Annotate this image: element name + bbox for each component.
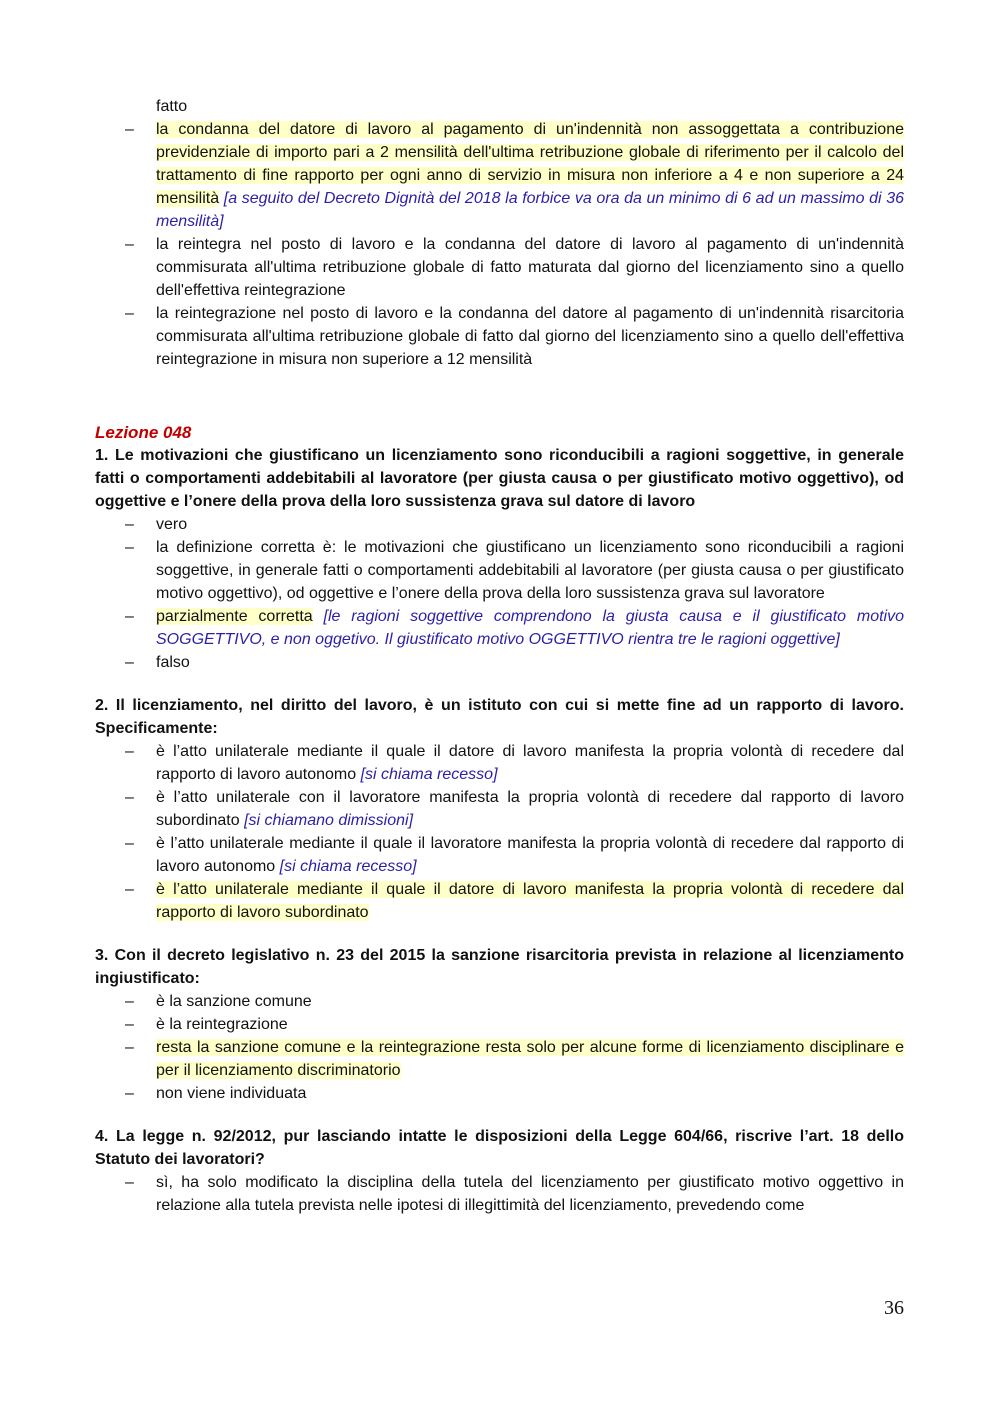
answer-option <box>95 1082 904 1105</box>
answer-option <box>95 786 904 832</box>
option-text: la definizione corretta è: le motivazioni che giustificano un licenziamento sono riconducibili a ragioni soggettive, in generale fatti o comportamenti addebitabili al lavoratore (per giusta causa o per giustificato motivo oggettivo), od oggettive e l’onere della prova della loro sussistenza grava sul lavoratore <box>156 539 904 602</box>
answer-option <box>95 1171 904 1217</box>
page-number: 36 <box>884 1297 904 1319</box>
option-note: [a seguito del Decreto Dignità del 2018 la forbice va ora da un minimo di 6 ad un massimo di 36 mensilità] <box>156 190 905 230</box>
option-note: [si chiama recesso] <box>360 766 498 783</box>
dash-bullet: – <box>125 121 134 138</box>
option-text: resta la sanzione comune e la reintegrazione resta solo per alcune forme di licenziamento disciplinare e per il licenziamento discriminatorio <box>156 1039 904 1079</box>
answer-option <box>95 878 904 924</box>
answer-option <box>95 302 904 371</box>
option-note: [si chiama recesso] <box>279 858 417 875</box>
dash-bullet: – <box>125 1039 134 1056</box>
option-text: è la sanzione comune <box>156 993 312 1010</box>
answer-option <box>95 233 904 302</box>
dash-bullet: – <box>125 654 134 671</box>
page-content <box>95 95 904 1217</box>
question-text: 4. La legge n. 92/2012, pur lasciando intatte le disposizioni della Legge 604/66, riscrive l’art. 18 dello Statuto dei lavoratori? <box>95 1128 904 1168</box>
continuation-text: fatto <box>156 98 188 115</box>
answer-option <box>95 1036 904 1082</box>
option-text: sì, ha solo modificato la disciplina della tutela del licenziamento per giustificato motivo oggettivo in relazione alla tutela prevista nelle ipotesi di illegittimità del licenziamento, prevedendo come <box>156 1174 904 1214</box>
option-text: falso <box>156 654 190 671</box>
dash-bullet: – <box>125 608 134 625</box>
option-text: è l’atto unilaterale mediante il quale il datore di lavoro manifesta la propria volontà di recedere dal rapporto di lavoro autonomo <box>156 743 904 783</box>
dash-bullet: – <box>125 835 134 852</box>
dash-bullet: – <box>125 1174 134 1191</box>
option-note: [le ragioni soggettive comprendono la giusta causa e il giustificato motivo SOGGETTIVO, e non oggetivo. Il giustificato motivo OGGETTIVO rientra tre le ragioni oggettive] <box>156 608 904 648</box>
dash-bullet: – <box>125 1085 134 1102</box>
dash-bullet: – <box>125 236 134 253</box>
option-text: la reintegrazione nel posto di lavoro e la condanna del datore al pagamento di un'indennità risarcitoria commisurata all'ultima retribuzione globale di fatto dal giorno del licenziamento sino a quello dell'effettiva reintegrazione in misura non superiore a 12 mensilità <box>156 305 904 368</box>
question-text: 3. Con il decreto legislativo n. 23 del 2015 la sanzione risarcitoria prevista in relazione al licenziamento ingiustificato: <box>95 947 904 987</box>
lesson-title: Lezione 048 <box>95 423 192 442</box>
answer-option <box>95 990 904 1013</box>
question-text: 1. Le motivazioni che giustificano un licenziamento sono riconducibili a ragioni soggettive, in generale fatti o comportamenti addebitabili al lavoratore (per giusta causa o per giustificato motivo oggettivo), od oggettive e l’onere della prova della loro sussistenza grava sul datore di lavoro <box>95 447 904 510</box>
answer-option <box>95 605 904 651</box>
dash-bullet: – <box>125 743 134 760</box>
answer-option <box>95 1013 904 1036</box>
dash-bullet: – <box>125 1016 134 1033</box>
option-text: la reintegra nel posto di lavoro e la condanna del datore di lavoro al pagamento di un'indennità commisurata all'ultima retribuzione globale di fatto maturata dal giorno del licenziamento sino a quello dell'effettiva reintegrazione <box>156 236 904 299</box>
dash-bullet: – <box>125 881 134 898</box>
option-note: [si chiamano dimissioni] <box>244 812 414 829</box>
answer-option <box>95 651 904 674</box>
dash-bullet: – <box>125 516 134 533</box>
option-text: non viene individuata <box>156 1085 307 1102</box>
question-text: 2. Il licenziamento, nel diritto del lavoro, è un istituto con cui si mette fine ad un rapporto di lavoro. Specificamente: <box>95 697 904 737</box>
answer-option <box>95 832 904 878</box>
option-text: la condanna del datore di lavoro al pagamento di un'indennità non assoggettata a contribuzione previdenziale di importo pari a 2 mensilità dell'ultima retribuzione globale di riferimento per il calcolo del trattamento di fine rapporto per ogni anno di servizio in misura non inferiore a 4 e non superiore a 24 mensilità <box>156 121 904 207</box>
option-text: è l’atto unilaterale mediante il quale il lavoratore manifesta la propria volontà di recedere dal rapporto di lavoro autonomo <box>156 835 904 875</box>
option-text: è l’atto unilaterale mediante il quale il datore di lavoro manifesta la propria volontà di recedere dal rapporto di lavoro subordinato <box>156 881 904 921</box>
option-text: parzialmente corretta <box>156 608 313 625</box>
option-text: vero <box>156 516 188 533</box>
dash-bullet: – <box>125 789 134 806</box>
answer-option <box>95 536 904 605</box>
answer-option <box>95 740 904 786</box>
answer-option <box>95 118 904 233</box>
dash-bullet: – <box>125 305 134 322</box>
option-text: è l’atto unilaterale con il lavoratore manifesta la propria volontà di recedere dal rapporto di lavoro subordinato <box>156 789 904 829</box>
dash-bullet: – <box>125 539 134 556</box>
answer-option <box>95 513 904 536</box>
dash-bullet: – <box>125 993 134 1010</box>
option-text: è la reintegrazione <box>156 1016 288 1033</box>
